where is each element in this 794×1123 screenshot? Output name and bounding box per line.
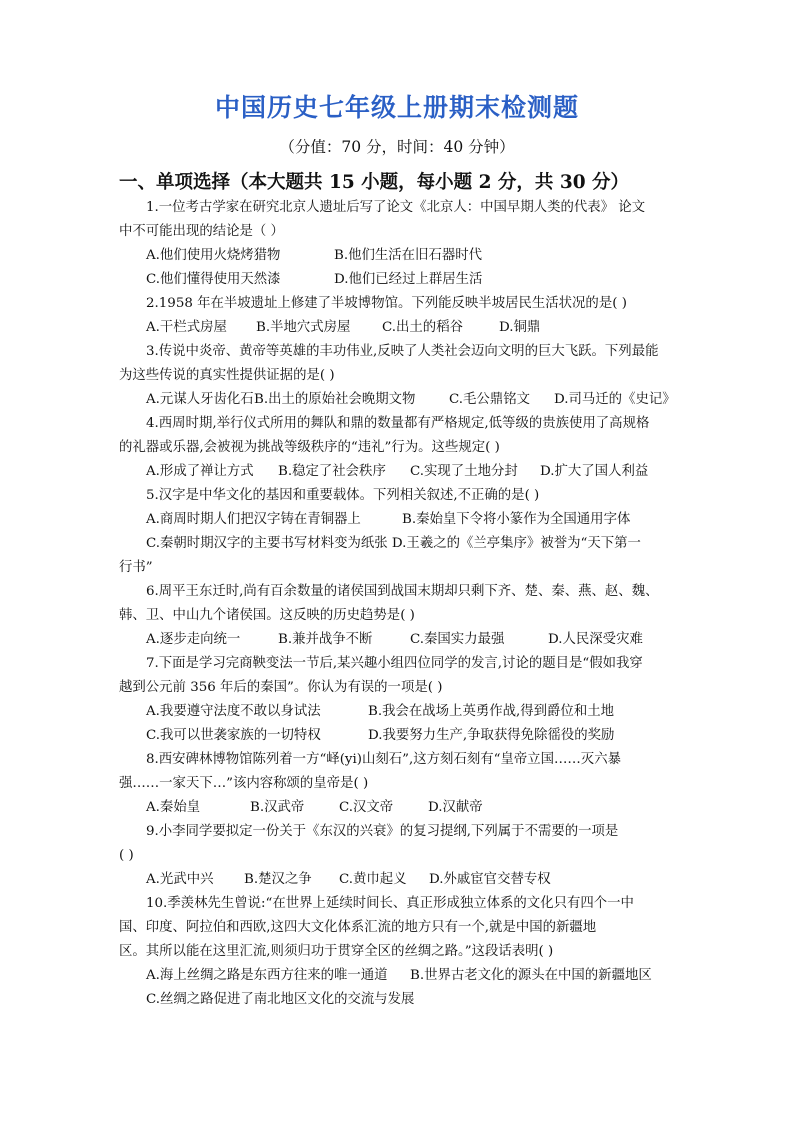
answer-option: B.楚汉之争 bbox=[244, 872, 312, 887]
question-stem-continued: 韩、卫、中山九个诸侯国。这反映的历史趋势是( ) bbox=[119, 608, 415, 623]
answer-option: A.他们使用火烧烤猎物 bbox=[146, 248, 281, 263]
answer-option: D.我要努力生产,争取获得免除徭役的奖励 bbox=[368, 728, 615, 743]
answer-option: A.逐步走向统一 bbox=[146, 632, 241, 647]
answer-option: B.我会在战场上英勇作战,得到爵位和土地 bbox=[368, 704, 614, 719]
answer-option: C.毛公鼎铭文 bbox=[449, 392, 530, 407]
answer-option: B.他们生活在旧石器时代 bbox=[334, 248, 483, 263]
question-stem-continued: 区。其所以能在这里汇流,则须归功于贯穿全区的丝绸之路。”这段话表明( ) bbox=[119, 944, 554, 959]
option-row bbox=[119, 700, 677, 724]
question-stem-continued: 的礼器或乐器,会被视为挑战等级秩序的“违礼”行为。这些规定( ) bbox=[119, 440, 500, 455]
question-3 bbox=[119, 340, 677, 412]
section-heading: 一、单项选择（本大题共 15 小题，每小题 2 分，共 30 分） bbox=[119, 172, 630, 193]
answer-option: B.出土的原始社会晚期文物 bbox=[254, 392, 416, 407]
option-row bbox=[119, 388, 677, 412]
question-8 bbox=[119, 748, 677, 820]
question-stem: 4.西周时期,举行仪式所用的舞队和鼎的数量都有严格规定,低等级的贵族使用了高规格 bbox=[146, 416, 650, 431]
answer-option: B.半地穴式房屋 bbox=[256, 320, 351, 335]
question-stem-continued: C.秦朝时期汉字的主要书写材料变为纸张 D.王羲之的《兰亭集序》被誉为“天下第一 bbox=[146, 536, 641, 551]
option-row bbox=[119, 628, 677, 652]
question-5 bbox=[119, 484, 677, 580]
question-stem: 2.1958 年在半坡遗址上修建了半坡博物馆。下列能反映半坡居民生活状况的是( ) bbox=[146, 296, 627, 311]
answer-option: A.商周时期人们把汉字铸在青铜器上 bbox=[146, 512, 361, 527]
question-stem: 8.西安碑林博物馆陈列着一方“峄(yi)山刻石”,这方刻石刻有“皇帝立国……灭六暴 bbox=[146, 752, 621, 767]
option-row bbox=[119, 796, 677, 820]
answer-option: C.实现了土地分封 bbox=[410, 464, 518, 479]
question-stem: 9.小李同学要拟定一份关于《东汉的兴衰》的复习提纲,下列属于不需要的一项是 bbox=[146, 824, 619, 839]
answer-option: A.光武中兴 bbox=[146, 872, 214, 887]
question-4 bbox=[119, 412, 677, 484]
answer-option: C.黄巾起义 bbox=[339, 872, 407, 887]
option-row bbox=[119, 244, 677, 268]
page-title: 中国历史七年级上册期末检测题 bbox=[214, 93, 579, 122]
answer-option: C.丝绸之路促进了南北地区文化的交流与发展 bbox=[146, 992, 415, 1007]
answer-option: B.兼并战争不断 bbox=[278, 632, 373, 647]
option-row bbox=[119, 964, 677, 988]
question-1 bbox=[119, 196, 677, 292]
answer-option: D.司马迁的《史记》 bbox=[554, 392, 676, 407]
answer-option: B.秦始皇下令将小篆作为全国通用字体 bbox=[402, 512, 631, 527]
question-6 bbox=[119, 580, 677, 652]
answer-option: D.扩大了国人利益 bbox=[540, 464, 649, 479]
option-row bbox=[119, 868, 677, 892]
answer-option: A.元谋人牙齿化石 bbox=[146, 392, 254, 407]
answer-option: D.人民深受灾难 bbox=[548, 632, 643, 647]
question-stem: 10.季羡林先生曾说:“在世界上延续时间长、真正形成独立体系的文化只有四个一中 bbox=[146, 896, 634, 911]
question-stem-continued: 为这些传说的真实性提供证据的是( ) bbox=[119, 368, 335, 383]
question-7 bbox=[119, 652, 677, 748]
question-stem: 1.一位考古学家在研究北京人遗址后写了论文《北京人：中国早期人类的代表》 论文 bbox=[146, 200, 646, 215]
answer-option: A.干栏式房屋 bbox=[146, 320, 227, 335]
question-stem-continued: 国、印度、阿拉伯和西欧,这四大文化体系汇流的地方只有一个,就是中国的新疆地 bbox=[119, 920, 597, 935]
question-list bbox=[119, 196, 677, 1012]
question-stem-continued: 越到公元前 356 年后的秦国”。你认为有误的一项是( ) bbox=[119, 680, 443, 695]
question-stem: 7.下面是学习完商鞅变法一节后,某兴趣小组四位同学的发言,讨论的题目是“假如我穿 bbox=[146, 656, 643, 671]
question-stem: 6.周平王东迁时,尚有百余数量的诸侯国到战国末期却只剩下齐、楚、秦、燕、赵、魏、 bbox=[146, 584, 659, 599]
option-row bbox=[119, 316, 677, 340]
option-row bbox=[119, 724, 677, 748]
question-stem-continued: 强……一家天下…”该内容称颂的皇帝是( ) bbox=[119, 776, 369, 791]
answer-option: B.稳定了社会秩序 bbox=[278, 464, 386, 479]
question-10 bbox=[119, 892, 677, 1012]
answer-option: D.汉献帝 bbox=[428, 800, 483, 815]
answer-option: D.他们已经过上群居生活 bbox=[334, 272, 483, 287]
option-row bbox=[119, 460, 677, 484]
answer-option: B.世界古老文化的源头在中国的新疆地区 bbox=[410, 968, 652, 983]
question-stem: 5.汉字是中华文化的基因和重要载体。下列相关叙述,不正确的是( ) bbox=[146, 488, 540, 503]
option-row bbox=[119, 268, 677, 292]
answer-option: C.出土的稻谷 bbox=[382, 320, 463, 335]
question-stem-continued: ( ) bbox=[119, 848, 134, 863]
answer-option: A.海上丝绸之路是东西方往来的唯一通道 bbox=[146, 968, 388, 983]
answer-option: A.我要遵守法度不敢以身试法 bbox=[146, 704, 321, 719]
question-9 bbox=[119, 820, 677, 892]
answer-option: D.铜鼎 bbox=[499, 320, 541, 335]
exam-info: （分值：70 分，时间：40 分钟） bbox=[279, 138, 515, 156]
answer-option: A.形成了禅让方式 bbox=[146, 464, 254, 479]
answer-option: D.外戚宦官交替专权 bbox=[429, 872, 551, 887]
answer-option: C.秦国实力最强 bbox=[410, 632, 505, 647]
option-row bbox=[119, 988, 677, 1012]
answer-option: C.我可以世袭家族的一切特权 bbox=[146, 728, 321, 743]
answer-option: A.秦始皇 bbox=[146, 800, 201, 815]
question-stem-continued: 行书” bbox=[119, 560, 153, 575]
answer-option: B.汉武帝 bbox=[250, 800, 305, 815]
answer-option: C.他们懂得使用天然漆 bbox=[146, 272, 281, 287]
question-stem: 3.传说中炎帝、黄帝等英雄的丰功伟业,反映了人类社会迈向文明的巨大飞跃。下列最能 bbox=[146, 344, 659, 359]
answer-option: C.汉文帝 bbox=[339, 800, 394, 815]
option-row bbox=[119, 508, 677, 532]
question-2 bbox=[119, 292, 677, 340]
question-stem-continued: 中不可能出现的结论是（ ） bbox=[119, 224, 284, 239]
